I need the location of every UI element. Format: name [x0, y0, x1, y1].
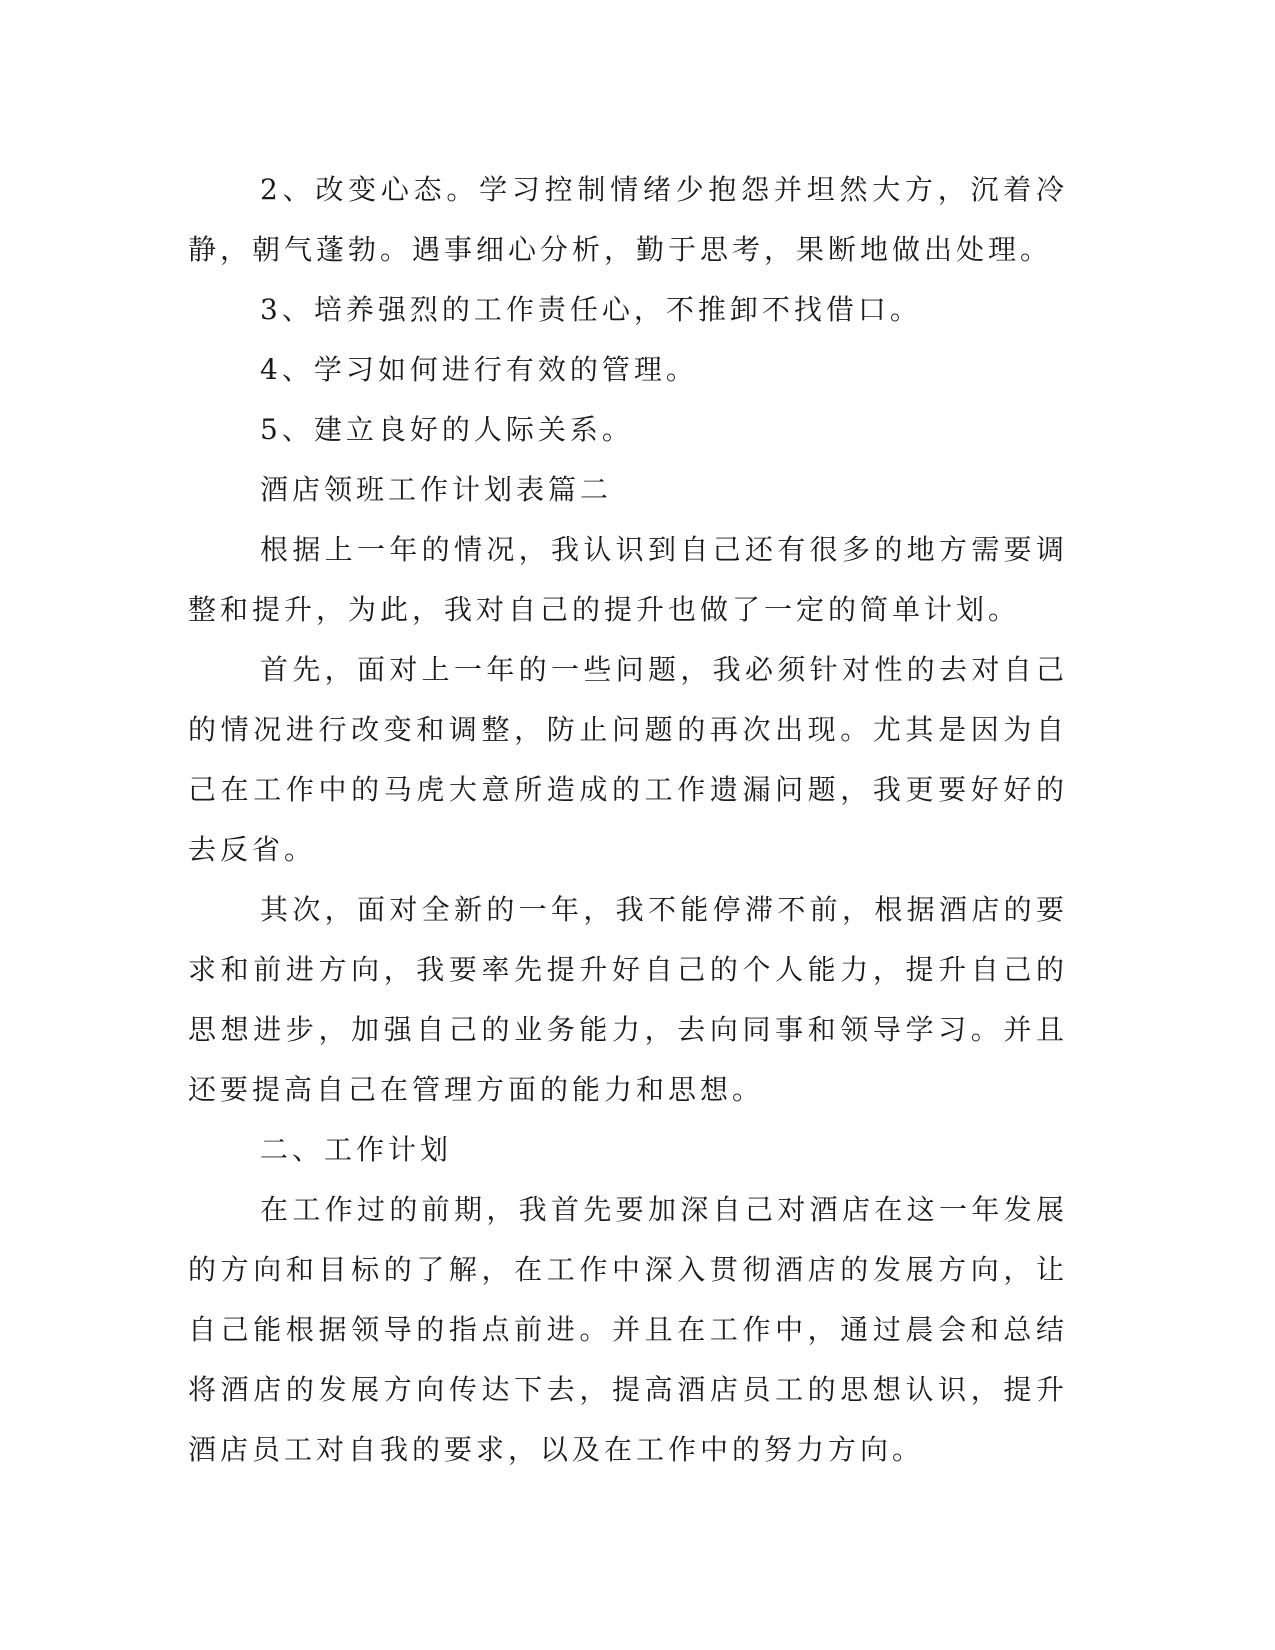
paragraph-item-4: 4、学习如何进行有效的管理。 [260, 353, 698, 386]
paragraph-item-3: 3、培养强烈的工作责任心，不推卸不找借口。 [260, 293, 922, 326]
section-heading: 酒店领班工作计划表篇二 [260, 473, 613, 506]
paragraph-second: 其次，面对全新的一年，我不能停滞不前，根据酒店的要求和前进方向，我要率先提升好自己的个人能力，提升自己的思想进步，加强自己的业务能力，去向同事和领导学习。并且还要提高自己在管理方面的能力和思想。 [188, 893, 1068, 1106]
paragraph-first: 首先，面对上一年的一些问题，我必须针对性的去对自己的情况进行改变和调整，防止问题的再次出现。尤其是因为自己在工作中的马虎大意所造成的工作遗漏问题，我更要好好的去反省。 [188, 653, 1068, 866]
paragraph-item-2: 2、改变心态。学习控制情绪少抱怨并坦然大方，沉着冷静，朝气蓬勃。遇事细心分析，勤于思考，果断地做出处理。 [188, 173, 1068, 266]
paragraph-intro: 根据上一年的情况，我认识到自己还有很多的地方需要调整和提升，为此，我对自己的提升也做了一定的简单计划。 [188, 533, 1068, 626]
paragraph-item-5: 5、建立良好的人际关系。 [260, 413, 634, 446]
document-body [188, 160, 1068, 1480]
paragraph-plan: 在工作过的前期，我首先要加深自己对酒店在这一年发展的方向和目标的了解，在工作中深入贯彻酒店的发展方向，让自己能根据领导的指点前进。并且在工作中，通过晨会和总结将酒店的发展方向传达下去，提高酒店员工的思想认识，提升酒店员工对自我的要求，以及在工作中的努力方向。 [188, 1193, 1068, 1466]
subsection-heading: 二、工作计划 [260, 1133, 453, 1166]
